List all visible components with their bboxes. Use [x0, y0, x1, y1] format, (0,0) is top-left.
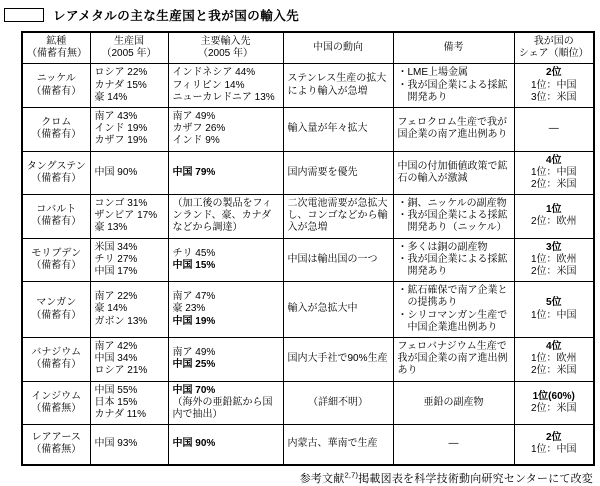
remarks-cell: 亜鉛の副産物	[393, 381, 514, 425]
china-trend-cell: 輸入が急拡大中	[283, 282, 393, 338]
remarks-cell: ・LME上場金属 ・我が国企業による採鉱開発あり	[393, 64, 514, 108]
producers-cell: 米国 34% チリ 27% 中国 17%	[90, 238, 168, 282]
table-row	[22, 337, 594, 381]
mineral-cell: コバルト （備蓄有）	[22, 195, 90, 239]
producers-cell: コンゴ 31% ザンビア 17% 豪 13%	[90, 195, 168, 239]
rare-metals-table	[21, 31, 595, 466]
source-note	[0, 470, 593, 486]
china-trend-cell: 国内需要を優先	[283, 151, 393, 195]
remarks-cell: ・多くは銅の副産物 ・我が国企業による採鉱開発あり	[393, 238, 514, 282]
importers-cell: 南ア 49% 中国 25%	[168, 337, 283, 381]
column-header-0: 鉱種 （備蓄有無）	[22, 32, 90, 64]
mineral-cell: タングステン （備蓄有）	[22, 151, 90, 195]
remarks-cell: フェロクロム生産で我が国企業の南ア進出例あり	[393, 107, 514, 151]
column-header-1: 生産国 （2005 年）	[90, 32, 168, 64]
china-trend-cell: 二次電池需要が急拡大し、コンゴなどから輸入が急増	[283, 195, 393, 239]
importers-cell: （加工後の製品をフィンランド、豪、カナダなどから調達）	[168, 195, 283, 239]
column-header-4: 備考	[393, 32, 514, 64]
mineral-cell: モリブデン （備蓄有）	[22, 238, 90, 282]
mineral-cell: バナジウム （備蓄有）	[22, 337, 90, 381]
importers-cell: チリ 45% 中国 15%	[168, 238, 283, 282]
table-row	[22, 107, 594, 151]
table-row	[22, 64, 594, 108]
importers-cell: 中国 90%	[168, 425, 283, 465]
column-header-3: 中国の動向	[283, 32, 393, 64]
share-cell: 5位 1位：中国	[514, 282, 594, 338]
share-cell: 2位 1位：中国 3位：米国	[514, 64, 594, 108]
table-row	[22, 151, 594, 195]
remarks-cell: フェロバナジウム生産で我が国企業の南ア進出例あり	[393, 337, 514, 381]
importers-cell: 南ア 47% 豪 23% 中国 19%	[168, 282, 283, 338]
figure-title-row	[4, 6, 600, 24]
share-cell: 2位 1位：中国	[514, 425, 594, 465]
importers-cell: インドネシア 44% フィリピン 14% ニューカレドニア 13%	[168, 64, 283, 108]
remarks-cell: ・銅、ニッケルの副産物 ・我が国企業による採鉱開発あり（ニッケル）	[393, 195, 514, 239]
share-cell: ―	[514, 107, 594, 151]
mineral-cell: レアアース （備蓄無）	[22, 425, 90, 465]
importers-cell: 南ア 49% カザフ 26% インド 9%	[168, 107, 283, 151]
share-cell: 3位 1位：欧州 2位：米国	[514, 238, 594, 282]
source-note-suffix: 掲載図表を科学技術動向研究センターにて改変	[358, 472, 593, 485]
column-header-5: 我が国の シェア（順位）	[514, 32, 594, 64]
producers-cell: 南ア 22% 豪 14% ガボン 13%	[90, 282, 168, 338]
china-trend-cell: ステンレス生産の拡大により輸入が急増	[283, 64, 393, 108]
source-note-reference-numbers: 2,7)	[344, 469, 359, 479]
source-note-prefix: 参考文献	[299, 472, 345, 485]
table-header-row	[22, 32, 594, 64]
column-header-2: 主要輸入先 （2005 年）	[168, 32, 283, 64]
share-cell: 1位 2位：欧州	[514, 195, 594, 239]
producers-cell: ロシア 22% カナダ 15% 豪 14%	[90, 64, 168, 108]
producers-cell: 中国 90%	[90, 151, 168, 195]
producers-cell: 南ア 43% インド 19% カザフ 19%	[90, 107, 168, 151]
china-trend-cell: 内蒙古、華南で生産	[283, 425, 393, 465]
share-cell: 1位(60%) 2位：米国	[514, 381, 594, 425]
mineral-cell: マンガン （備蓄有）	[22, 282, 90, 338]
page-title: レアメタルの主な生産国と我が国の輸入先	[53, 9, 300, 23]
table-row	[22, 425, 594, 465]
table-row	[22, 282, 594, 338]
china-trend-cell: （詳細不明）	[283, 381, 393, 425]
remarks-cell: 中国の付加価値政策で鉱石の輸入が激減	[393, 151, 514, 195]
table-row	[22, 238, 594, 282]
table-row	[22, 381, 594, 425]
china-trend-cell: 輸入量が年々拡大	[283, 107, 393, 151]
mineral-cell: ニッケル （備蓄有）	[22, 64, 90, 108]
china-trend-cell: 中国は輸出国の一つ	[283, 238, 393, 282]
mineral-cell: インジウム （備蓄無）	[22, 381, 90, 425]
table-body	[22, 64, 594, 465]
remarks-cell: ・鉱石確保で南ア企業との提携あり ・シリコマンガン生産で中国企業進出例あり	[393, 282, 514, 338]
mineral-cell: クロム （備蓄有）	[22, 107, 90, 151]
china-trend-cell: 国内大手社で90%生産	[283, 337, 393, 381]
producers-cell: 南ア 42% 中国 34% ロシア 21%	[90, 337, 168, 381]
producers-cell: 中国 55% 日本 15% カナダ 11%	[90, 381, 168, 425]
remarks-cell: ―	[393, 425, 514, 465]
share-cell: 4位 1位：欧州 2位：米国	[514, 337, 594, 381]
producers-cell: 中国 93%	[90, 425, 168, 465]
table-row	[22, 195, 594, 239]
figure-number-box	[4, 8, 44, 22]
importers-cell: 中国 79%	[168, 151, 283, 195]
importers-cell: 中国 70% （海外の亜鉛鉱から国内で抽出）	[168, 381, 283, 425]
share-cell: 4位 1位：中国 2位：米国	[514, 151, 594, 195]
